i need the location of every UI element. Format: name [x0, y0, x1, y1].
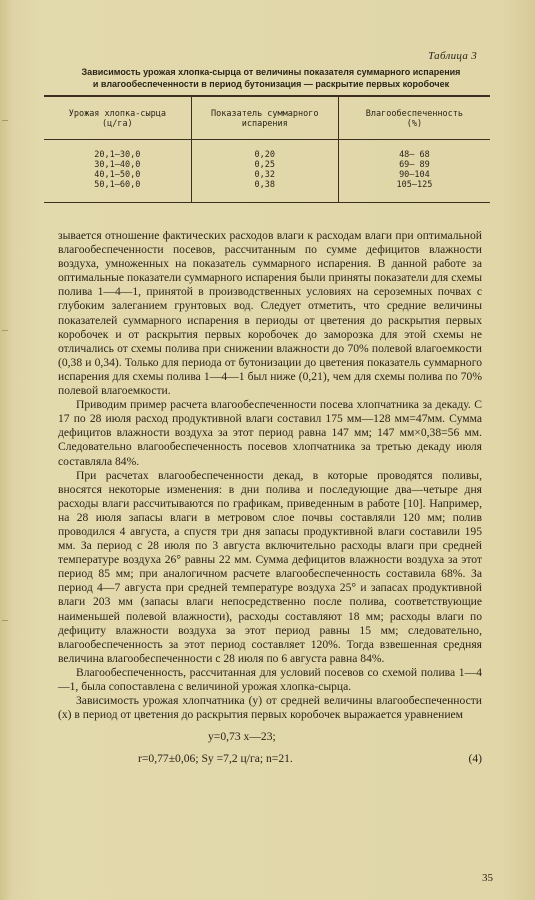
page-edge-mark [2, 330, 8, 331]
page-edge-mark [2, 120, 8, 121]
body-text [58, 229, 482, 766]
equation-number: (4) [468, 752, 482, 766]
paragraph: Влагообеспеченность, рассчитанная для условий посевов со схемой полива 1—4—1, была сопоставлена с величиной урожая хлопка-сырца. [58, 665, 482, 693]
header-text: Урожая хлопка-сырца [68, 109, 166, 119]
table-cell: 0,38 [191, 180, 338, 203]
table-caption-line: Зависимость урожая хлопка-сырца от величины показателя суммарного испарения [81, 67, 461, 77]
table-label: Таблица 3 [428, 50, 477, 62]
table-row [44, 160, 490, 170]
table-cell: 48— 68 [338, 140, 490, 161]
header-unit: (ц/га) [101, 119, 133, 129]
paragraph: Зависимость урожая хлопчатника (y) от средней величины влагообеспеченности (x) в период от цветения до раскрытия первых коробочек выражается уравнением [58, 694, 482, 722]
paragraph: Приводим пример расчета влагообеспеченности посева хлопчатника за декаду. С 17 по 28 июля расход продуктивной влаги составил 175 мм—128 мм=47мм. Сумма дефицитов влажности воздуха за этот период равна 147 мм; 147 мм×0,38=56 мм. Следовательно влагообеспеченность посевов хлопчатника за третью декаду июля составляла 84%. [58, 398, 482, 468]
paragraph: При расчетах влагообеспеченности декад, в которые проводятся поливы, вносятся некоторые изменения: в дни полива и последующие два—четыре дня расходы влаги рассчитываются по графикам, приведенным в работе [10]. Например, на 28 июля запасы влаги в метровом слое почвы составляли 120 мм; полив проводился 4 августа, а спустя три дня запасы продуктивной влаги составили 195 мм. За период с 28 июля по 3 августа включительно расходы влаги при средней температуре воздуха 26° равны 22 мм. Сумма дефицитов влажности воздуха за этот период 85 мм; при аналогичном расчете влагообеспеченность составила 68%. За период 4—7 августа при средней температуре воздуха 25° и запасах продуктивной влаги 203 мм (запасы влаги непосредственно после полива, соответствующие наименьшей полевой влажности), расходы составляют 18 мм; расходы влаги по дефициту влажности воздуха за этот период равны 15 мм; следовательно, влагообеспеченность за этот период составляет 120%. Тогда взвешенная средняя величина влагообеспеченности с 28 июля по 6 августа равна 84%. [58, 468, 482, 665]
header-text: испарения [241, 119, 288, 129]
table-caption-line: и влагообеспеченности в период бутонизация — раскрытие первых коробочек [92, 79, 450, 89]
page-edge-mark [2, 620, 8, 621]
regression-statistics [58, 752, 482, 766]
table-cell: 69— 89 [338, 160, 490, 170]
statistics-text: r=0,77±0,06; Sy =7,2 ц/га; n=21. [138, 752, 293, 766]
table-row [44, 170, 490, 180]
regression-equation: y=0,73 x—23; [208, 730, 276, 744]
table-cell: 0,25 [191, 160, 338, 170]
table-caption [56, 66, 486, 90]
header-text: Показатель суммарного [211, 109, 319, 119]
table-cell: 30,1—40,0 [94, 160, 141, 170]
table-cell: 90—104 [338, 170, 490, 180]
data-table [44, 95, 490, 203]
table-cell: 50,1—60,0 [44, 180, 191, 203]
paragraph: зывается отношение фактических расходов влаги к расходам влаги при оптимальной влагообеспеченности посевов, рассчитанным по сумме дефицитов влажности воздуха, умноженных на показатель суммарного испарения. В данной работе за оптимальные показатели суммарного испарения были приняты показатели для схемы полива 1—4—1, принятой в производственных условиях на сероземных почвах с глубоким залеганием грунтовых вод. Следует отметить, что средние величины показателей суммарного испарения в периоды от цветения до раскрытия первых коробочек и от раскрытия первых коробочек до заморозка для этой схемы не отличались от схемы полива при снижении влажности до 70% полевой влагоемкости (0,38 и 0,34). Только для периода от бутонизации до цветения показатель суммарного испарения для схемы полива 1—4—1 был ниже (0,21), чем для схемы полива по 70% полевой влагоемкости. [58, 229, 482, 398]
column-header-evaporation [191, 96, 338, 140]
table-cell: 20,1—30,0 [94, 150, 141, 160]
page-number: 35 [482, 872, 493, 884]
table-cell: 105—125 [338, 180, 490, 203]
table-header-row [44, 96, 490, 140]
table-cell: 0,20 [191, 140, 338, 161]
header-text: Влагообеспеченность [365, 109, 464, 119]
table-cell: 0,32 [191, 170, 338, 180]
column-header-yield [44, 96, 191, 140]
column-header-moisture [338, 96, 490, 140]
table-row [44, 140, 490, 161]
table-row [44, 180, 490, 203]
table-cell: 40,1—50,0 [94, 170, 141, 180]
header-unit: (%) [406, 119, 423, 129]
